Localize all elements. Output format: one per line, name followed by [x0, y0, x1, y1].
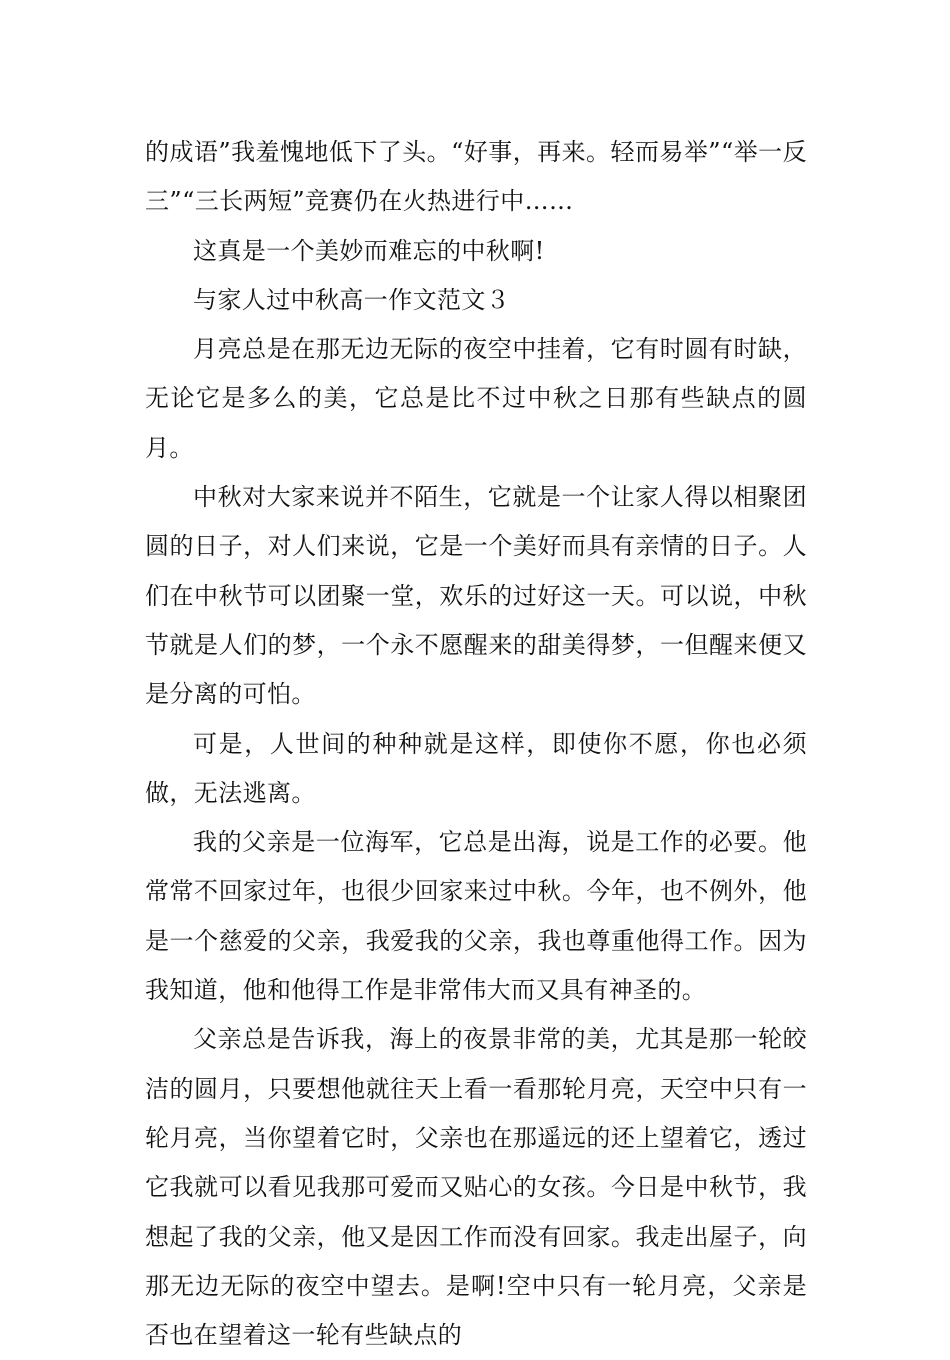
paragraph-1: 的成语”我羞愧地低下了头。“好事，再来。轻而易举”“举一反三”“三长两短”竞赛仍在火热进行中…… — [145, 138, 807, 216]
paragraph-8: 父亲总是告诉我，海上的夜景非常的美，尤其是那一轮皎洁的圆月，只要想他就往天上看一看那轮月亮，天空中只有一轮月亮，当你望着它时，父亲也在那遥远的还上望着它，透过它我就可以看见我那可爱而又贴心的女孩。今日是中秋节，我想起了我的父亲，他又是因工作而没有回家。我走出屋子，向那无边无际的夜空中望去。是啊!空中只有一轮月亮，父亲是否也在望着这一轮有些缺点的 — [145, 1025, 807, 1350]
paragraph-2: 这真是一个美妙而难忘的中秋啊! — [193, 236, 545, 265]
document-body — [145, 128, 807, 1360]
paragraph-6: 可是，人世间的种种就是这样，即使你不愿，你也必须做，无法逃离。 — [145, 729, 807, 807]
paragraph-4: 月亮总是在那无边无际的夜空中挂着，它有时圆有时缺，无论它是多么的美，它总是比不过中秋之日那有些缺点的圆月。 — [145, 335, 807, 462]
paragraph-5: 中秋对大家来说并不陌生，它就是一个让家人得以相聚团圆的日子，对人们来说，它是一个美好而具有亲情的日子。人们在中秋节可以团聚一堂，欢乐的过好这一天。可以说，中秋节就是人们的梦，一个永不愿醒来的甜美得梦，一但醒来便又是分离的可怕。 — [145, 483, 807, 709]
paragraph-7: 我的父亲是一位海军，它总是出海，说是工作的必要。他常常不回家过年，也很少回家来过中秋。今年，也不例外，他是一个慈爱的父亲，我爱我的父亲，我也尊重他得工作。因为我知道，他和他得工作是非常伟大而又具有神圣的。 — [145, 828, 807, 1005]
section-heading: 与家人过中秋高一作文范文３ — [193, 285, 511, 314]
